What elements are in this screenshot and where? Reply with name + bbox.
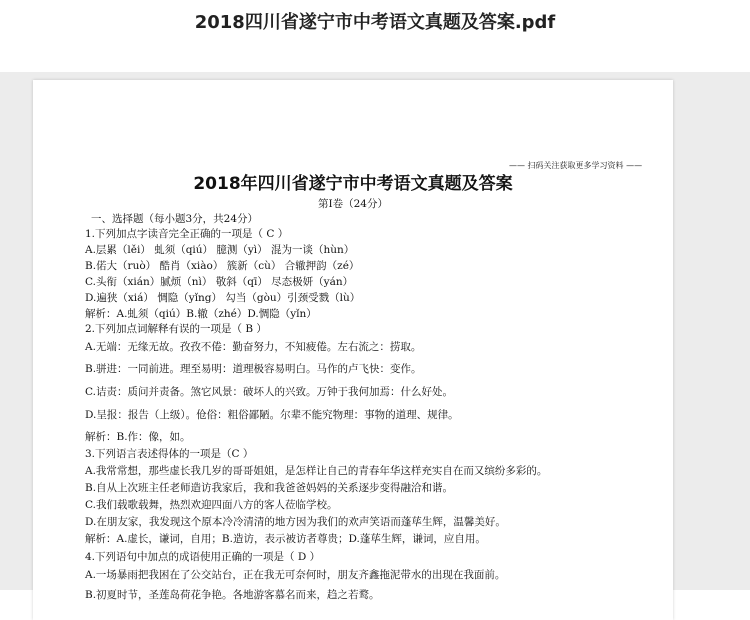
text-line: 2.下列加点词解释有误的一项是（ B ） <box>85 323 267 335</box>
text-line: D.呈报：报告（上级）。伧俗：粗俗鄙陋。尔辈不能究物理：事物的道理、规律。 <box>85 409 459 421</box>
text-line: 1.下列加点字读音完全正确的一项是（ C ） <box>85 228 289 240</box>
file-title-bar <box>0 0 750 72</box>
text-line: 解析：B.作：像，如。 <box>85 431 191 443</box>
text-line: A.层累（lěi） 虬须（qiú） 臆测（yì） 混为一谈（hùn） <box>85 244 355 256</box>
watermark-text: —— 扫码关注获取更多学习资料 —— <box>509 161 643 170</box>
document-title: 2018年四川省遂宁市中考语文真题及答案 <box>193 174 513 194</box>
text-line: B.偌大（ruò） 酷肖（xiào） 簇新（cù） 合辙押韵（zé） <box>85 260 360 272</box>
text-line: 一、选择题（每小题3分，共24分） <box>91 213 259 225</box>
text-line: B.骈进：一同前进。理至易明：道理极容易明白。马作的卢飞快：变作。 <box>85 363 422 375</box>
file-title: 2018四川省遂宁市中考语文真题及答案.pdf <box>194 12 556 33</box>
text-line: B.自从上次班主任老师造访我家后，我和我爸爸妈妈的关系逐步变得融洽和谐。 <box>85 482 454 494</box>
text-line: C.诘责：质问并责备。煞它风景：破坏人的兴致。万钟于我何加焉：什么好处。 <box>85 386 453 398</box>
text-line: B.初夏时节，圣莲岛荷花争艳。各地游客慕名而来，趋之若鹜。 <box>85 589 380 601</box>
text-line: A.一场暴雨把我困在了公交站台，正在我无可奈何时，朋友齐鑫拖泥带水的出现在我面前。 <box>85 569 506 581</box>
document-viewer[interactable] <box>0 72 750 601</box>
text-line: 解析：A.虬须（qiú）B.辙（zhé）D.惆隐（yǐn） <box>85 308 317 320</box>
text-line: D.在朋友家，我发现这个原本冷冷清清的地方因为我们的欢声笑语而蓬荜生辉，温馨美好。 <box>85 516 506 528</box>
text-line: 解析：A.虚长，谦词，自用；B.造访，表示被访者尊贵；D.蓬荜生辉，谦词，应自用。 <box>85 533 486 545</box>
text-line: D.遍狭（xiá） 惆隐（yǐng） 勾当（gòu）引颈受戮（lù） <box>85 292 361 304</box>
section-label: 第Ⅰ卷（24分） <box>317 198 388 210</box>
text-line: A.无端：无缘无故。孜孜不倦：勤奋努力，不知疲倦。左右流之：捞取。 <box>85 341 422 353</box>
text-line: C.我们载歌载舞，热烈欢迎四面八方的客人莅临学校。 <box>85 499 338 511</box>
text-line: 4.下列语句中加点的成语使用正确的一项是（ D ） <box>85 551 321 563</box>
text-line: A.我常常想，那些虚长我几岁的哥哥姐姐，是怎样让自己的青春年华这样充实自在而又缤纷多彩的。 <box>85 465 548 477</box>
text-line: C.头衔（xián）腻烦（nì） 敬斜（qī） 尽态极妍（yán） <box>85 276 354 288</box>
document-page <box>33 80 673 620</box>
text-line: 3.下列语言表述得体的一项是（C ） <box>85 448 254 460</box>
